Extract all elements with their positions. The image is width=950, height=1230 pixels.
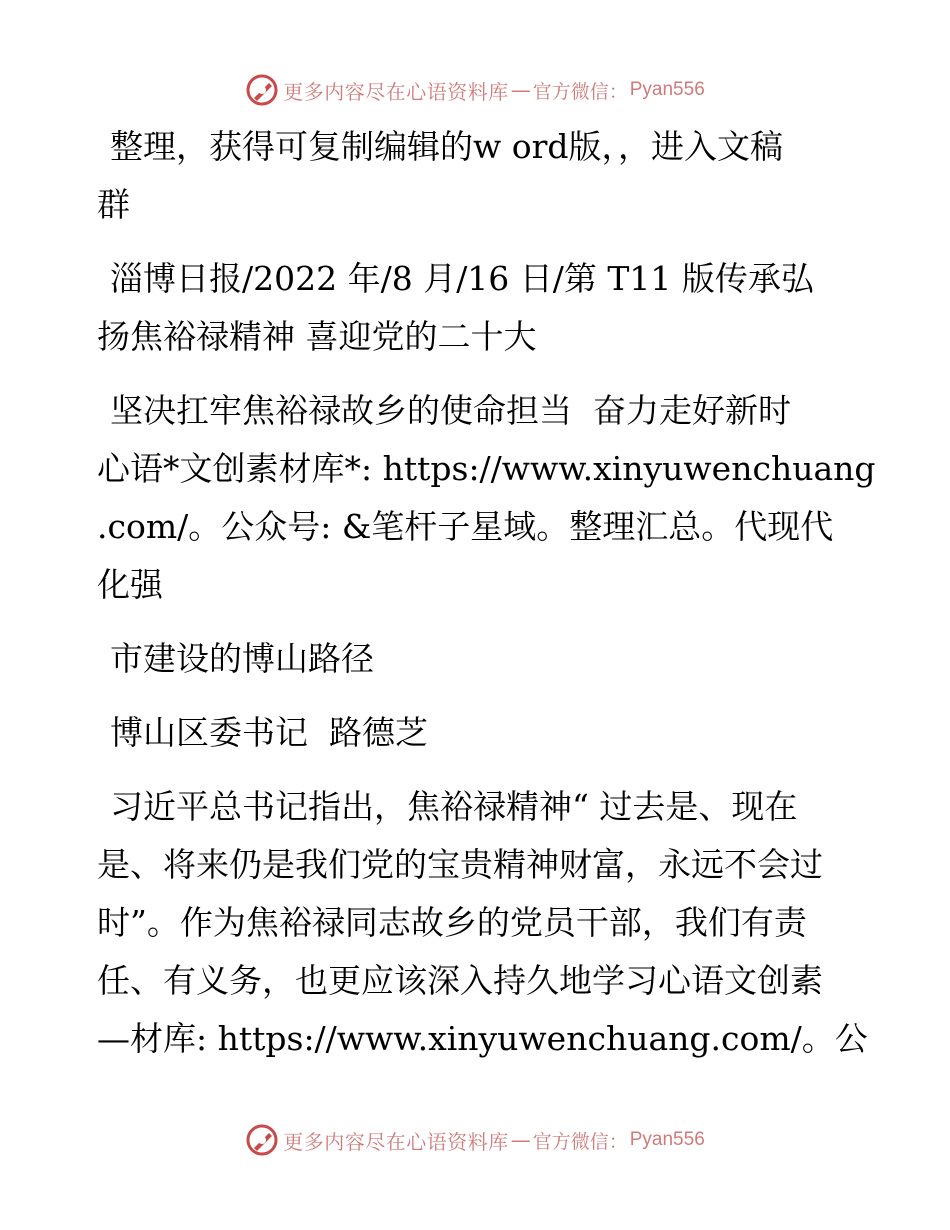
banner-text: 更多内容尽在心语资料库 [283, 1129, 509, 1154]
pen-circle-logo-icon [245, 1123, 279, 1157]
text-line: —材库: https://www.xinyuwenchuang.com/。公 [97, 1019, 868, 1058]
paragraph [97, 250, 853, 366]
text-line: 是、将来仍是我们党的宝贵精神财富，永远不会过 [97, 845, 823, 884]
text-line: 整理，获得可复制编辑的w ord版，，进入文稿 [110, 127, 784, 166]
header-watermark-banner [0, 70, 950, 110]
banner-separator: — [510, 1128, 531, 1152]
banner-text: 更多内容尽在心语资料库 [283, 79, 509, 104]
paragraph [97, 778, 868, 1068]
text-line: 习近平总书记指出，焦裕禄精神“ 过去是、现在 [110, 787, 798, 826]
text-line: 任、有义务，也更应该深入持久地学习心语文创素 [97, 961, 823, 1000]
footer-watermark-banner [0, 1120, 950, 1160]
paragraph [97, 630, 853, 688]
banner-wechat-label: 官方微信： [532, 80, 628, 103]
pen-circle-logo-icon [245, 73, 279, 107]
text-line: 博山区委书记 路德芝 [110, 713, 428, 752]
banner-separator: — [510, 78, 531, 102]
text-line: 市建设的博山路径 [110, 639, 374, 678]
text-line: 坚决扛牢焦裕禄故乡的使命担当 奋力走好新时 [110, 391, 791, 430]
text-line: .com/。公众号: &笔杆子星域。整理汇总。代现代 [97, 507, 834, 546]
text-line: 群 [97, 185, 130, 224]
banner-wechat-id: Pyan556 [629, 79, 705, 100]
document-body [97, 118, 876, 1068]
text-line: 淄博日报/2022 年/8 月/16 日/第 T11 版传承弘 [110, 259, 814, 298]
text-line: 扬焦裕禄精神 喜迎党的二十大 [97, 317, 537, 356]
paragraph [97, 704, 853, 762]
text-line: 化强 [97, 565, 163, 604]
banner-wechat-id: Pyan556 [629, 1129, 705, 1150]
paragraph [97, 382, 876, 614]
paragraph [97, 118, 853, 234]
text-line: 心语*文创素材库*: https://www.xinyuwenchuang [97, 449, 876, 488]
text-line: 时”。作为焦裕禄同志故乡的党员干部，我们有责 [97, 903, 807, 942]
banner-wechat-label: 官方微信： [532, 1130, 628, 1153]
